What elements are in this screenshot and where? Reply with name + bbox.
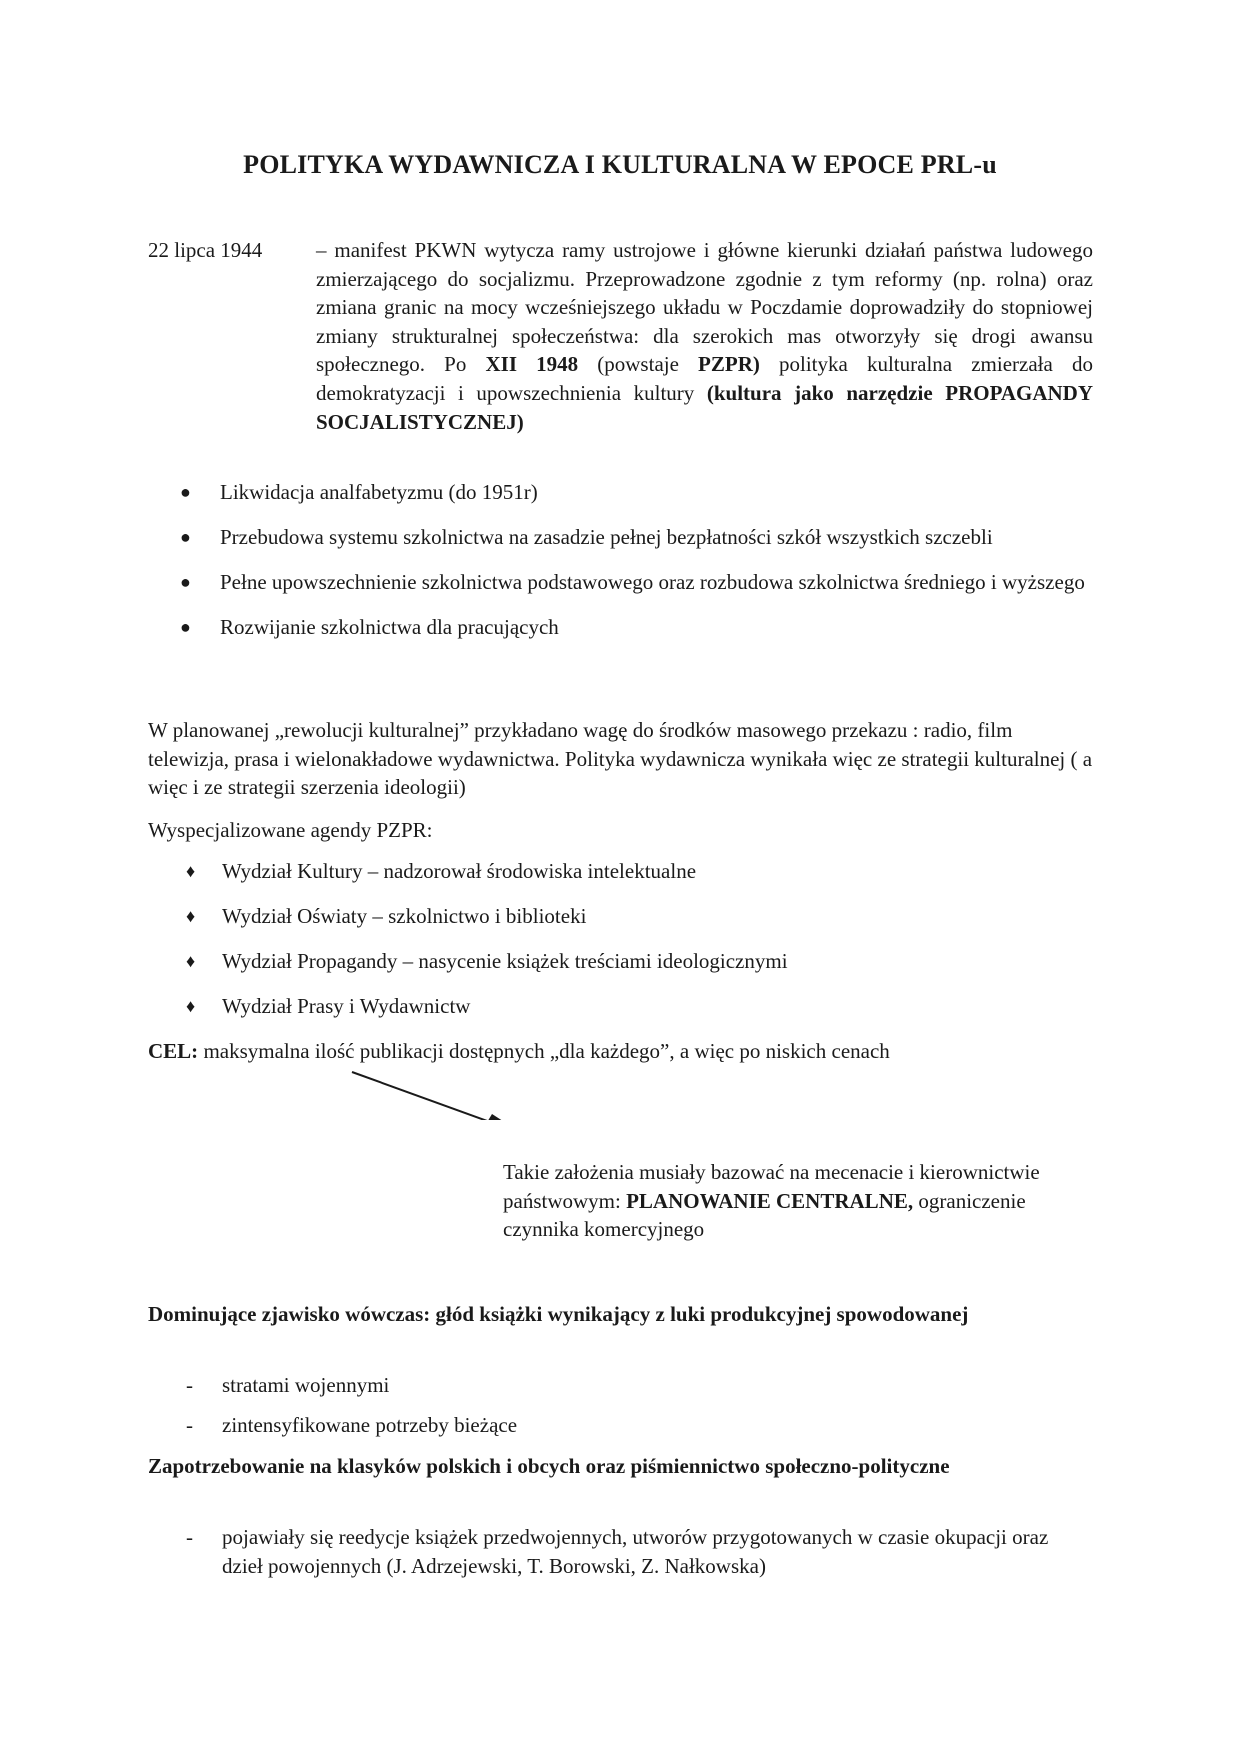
- list-item: [186, 857, 1082, 886]
- reprints-list: [186, 1523, 1072, 1581]
- agenda-text: Wydział Oświaty – szkolnictwo i biblioteki: [222, 904, 587, 928]
- agenda-text: Wydział Kultury – nadzorował środowiska intelektualne: [222, 859, 697, 883]
- list-item: [186, 1411, 1082, 1440]
- list-item: [186, 902, 1082, 931]
- list-item: [186, 1523, 1072, 1581]
- list-item: [180, 523, 1093, 552]
- agendy-label: Wyspecjalizowane agendy PZPR:: [148, 818, 433, 842]
- intro-bold-date: XII 1948: [485, 352, 579, 377]
- section-heading-demand: Zapotrzebowanie na klasyków polskich i obcych oraz piśmiennictwo społeczno-polityczne: [148, 1454, 950, 1478]
- intro-text-2: (powstaje: [578, 352, 699, 377]
- intro-date: 22 lipca 1944: [148, 238, 263, 262]
- diamond-marker: ♦: [186, 861, 196, 881]
- note-text-1: Takie założenia musiały bazować na mecenacie i kierownictwie państwowym:: [503, 1160, 1040, 1213]
- note-text-2: ograniczenie czynnika komercyjnego: [503, 1188, 1026, 1242]
- bullet-text: Pełne upowszechnienie szkolnictwa podstawowego oraz rozbudowa szkolnictwa średniego i wyższego: [220, 570, 1085, 594]
- document-title: POLITYKA WYDAWNICZA I KULTURALNA W EPOCE PRL-u: [243, 150, 997, 179]
- note-bold: PLANOWANIE CENTRALNE,: [626, 1188, 914, 1213]
- bullet-marker: ●: [180, 572, 191, 592]
- list-item: [180, 613, 1093, 642]
- intro-text-1: – manifest PKWN wytycza ramy ustrojowe i główne kierunki działań państwa ludowego zmierzającego do socjalizmu. Przeprowadzone zgodnie z tym reformy (np. rolna) oraz zmiana granic na mocy wcześniejszego układu w Poczdamie doprowadziły do stopniowej zmiany strukturalnej społeczeństwa: dla szerokich mas otworzyły się drogi awansu społecznego. Po: [316, 238, 1093, 377]
- intro-bold-propaganda: (kultura jako narzędzie PROPAGANDY SOCJALISTYCZNEJ): [316, 380, 1093, 434]
- cel-line: [148, 1037, 1093, 1066]
- dash-marker: -: [186, 1373, 193, 1397]
- bullet-text: Likwidacja analfabetyzmu (do 1951r): [220, 480, 538, 504]
- intro-paragraph: [148, 236, 1093, 436]
- bullet-marker: ●: [180, 527, 191, 547]
- dash-marker: -: [186, 1525, 193, 1549]
- planning-note: [503, 1158, 1103, 1244]
- list-item: [180, 568, 1093, 597]
- list-item: [180, 478, 1093, 507]
- intro-text-3: polityka kulturalna zmierzała do demokratyzacji i upowszechnienia kultury: [316, 352, 1093, 405]
- reprint-text: pojawiały się reedycje książek przedwojennych, utworów przygotowanych w czasie okupacji oraz dzieł powojennych (J. Adrzejewski, T. Borowski, Z. Nałkowska): [222, 1525, 1049, 1578]
- list-item: [186, 1371, 1082, 1400]
- agendy-list: [186, 857, 1082, 1021]
- dash-marker: -: [186, 1413, 193, 1437]
- intro-body: [316, 236, 1093, 436]
- intro-bold-party: PZPR): [698, 352, 760, 377]
- list-item: [186, 992, 1082, 1021]
- causes-list: [186, 1371, 1082, 1440]
- list-item: [186, 947, 1082, 976]
- agenda-text: Wydział Prasy i Wydawnictw: [222, 994, 471, 1018]
- bullet-text: Rozwijanie szkolnictwa dla pracujących: [220, 615, 559, 639]
- agenda-text: Wydział Propagandy – nasycenie książek treściami ideologicznymi: [222, 949, 788, 973]
- cel-label: CEL:: [148, 1039, 199, 1063]
- diamond-marker: ♦: [186, 951, 196, 971]
- diamond-marker: ♦: [186, 906, 196, 926]
- diamond-marker: ♦: [186, 996, 196, 1016]
- section-heading-hunger: Dominujące zjawisko wówczas: głód książki wynikający z luki produkcyjnej spowodowanej: [148, 1302, 969, 1326]
- cause-text: stratami wojennymi: [222, 1373, 390, 1397]
- reform-bullet-list: [180, 478, 1093, 642]
- bullet-text: Przebudowa systemu szkolnictwa na zasadzie pełnej bezpłatności szkół wszystkich szczebli: [220, 525, 993, 549]
- bullet-marker: ●: [180, 617, 191, 637]
- bullet-marker: ●: [180, 482, 191, 502]
- arrow-icon: [340, 1060, 510, 1120]
- media-paragraph: W planowanej „rewolucji kulturalnej” przykładano wagę do środków masowego przekazu : radio, film telewizja, prasa i wielonakładowe wydawnictwa. Polityka wydawnicza wynikała więc ze strategii kulturalnej ( a więc i ze strategii szerzenia ideologii): [148, 718, 1093, 800]
- cause-text: zintensyfikowane potrzeby bieżące: [222, 1413, 518, 1437]
- cel-text: maksymalna ilość publikacji dostępnych „dla każdego”, a więc po niskich cenach: [198, 1039, 890, 1063]
